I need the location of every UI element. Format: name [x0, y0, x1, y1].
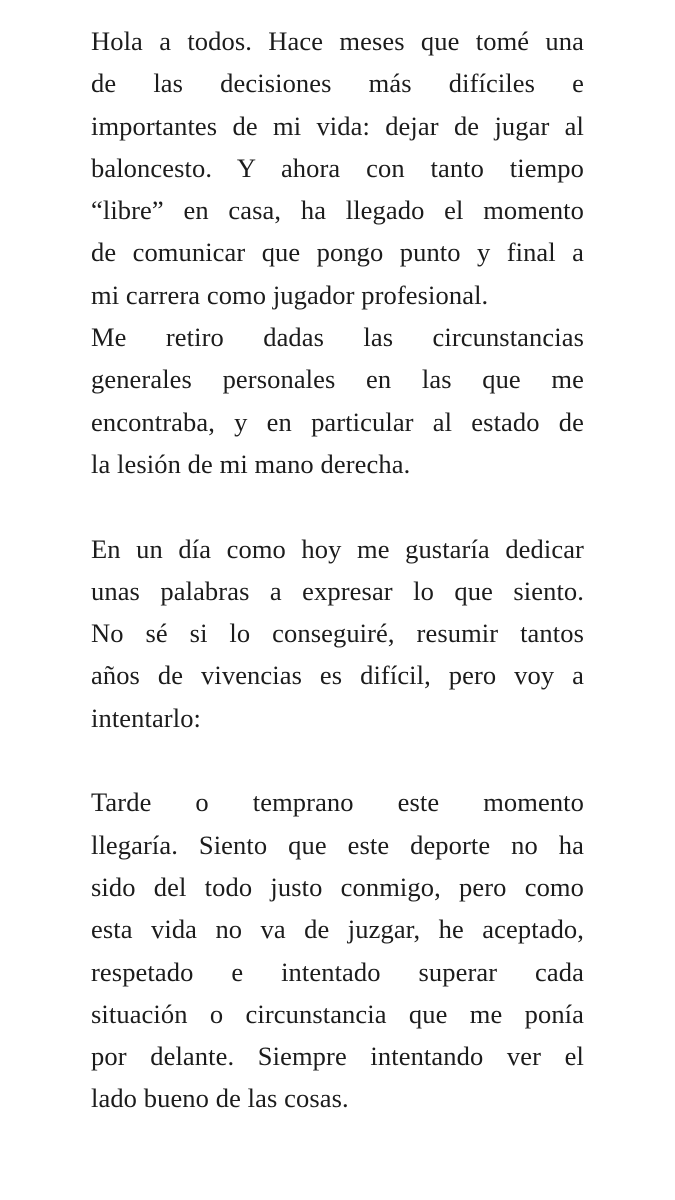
text-line: No sé si lo conseguiré, resumir tantos — [91, 618, 584, 649]
paragraph-dedication — [91, 528, 584, 739]
text-line: importantes de mi vida: dejar de jugar al — [91, 110, 584, 141]
text-line: encontraba, y en particular al estado de — [91, 406, 584, 437]
text-line: la lesión de mi mano derecha. — [91, 448, 411, 479]
paragraph-spacer — [91, 485, 584, 527]
text-line: de comunicar que pongo punto y final a — [91, 237, 584, 268]
text-line: respetado e intentado superar cada — [91, 956, 584, 987]
text-line: Me retiro dadas las circunstancias — [91, 322, 584, 353]
text-line: intentarlo: — [91, 702, 202, 733]
text-line: Hola a todos. Hace meses que tomé una — [91, 26, 584, 56]
document-body — [91, 20, 584, 1120]
paragraph-retirement-reason — [91, 316, 584, 485]
text-line: generales personales en las que me — [91, 364, 584, 395]
paragraph-spacer — [91, 739, 584, 781]
text-line: situación o circunstancia que me ponía — [91, 998, 584, 1029]
paragraph-intro — [91, 20, 584, 316]
text-line: años de vivencias es difícil, pero voy a — [91, 660, 584, 691]
text-line: Tarde o temprano este momento — [91, 787, 584, 818]
text-line: En un día como hoy me gustaría dedicar — [91, 533, 584, 564]
text-line: esta vida no va de juzgar, he aceptado, — [91, 914, 584, 945]
text-line: llegaría. Siento que este deporte no ha — [91, 829, 584, 860]
text-line: de las decisiones más difíciles e — [91, 68, 584, 99]
text-line: lado bueno de las cosas. — [91, 1083, 349, 1114]
text-line: “libre” en casa, ha llegado el momento — [91, 195, 584, 226]
text-line: unas palabras a expresar lo que siento. — [91, 575, 584, 606]
paragraph-reflection — [91, 781, 584, 1119]
text-line: sido del todo justo conmigo, pero como — [91, 871, 584, 902]
text-line: baloncesto. Y ahora con tanto tiempo — [91, 152, 584, 183]
text-line: por delante. Siempre intentando ver el — [91, 1041, 584, 1072]
text-line: mi carrera como jugador profesional. — [91, 279, 489, 310]
